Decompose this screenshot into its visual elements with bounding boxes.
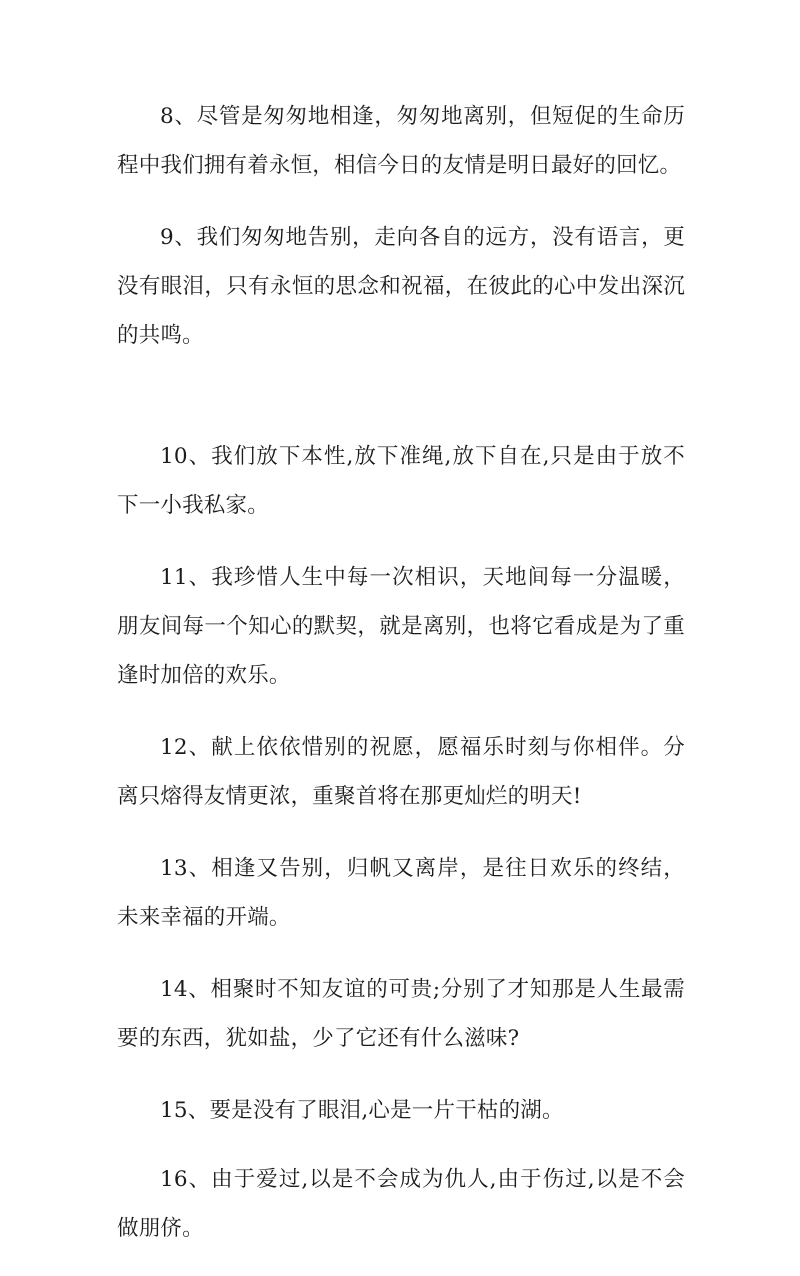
paragraph-item-15: 15、要是没有了眼泪,心是一片干枯的湖。: [160, 1098, 564, 1123]
paragraph-item-14: 14、相聚时不知友谊的可贵;分别了才知那是人生最需要的东西，犹如盐，少了它还有什么滋味?: [117, 977, 685, 1051]
paragraph-item-10: 10、我们放下本性,放下准绳,放下自在,只是由于放不下一小我私家。: [117, 444, 685, 518]
paragraph-item-8: 8、尽管是匆匆地相逢，匆匆地离别，但短促的生命历程中我们拥有着永恒，相信今日的友情是明日最好的回忆。: [117, 104, 685, 178]
paragraph-item-13: 13、相逢又告别，归帆又离岸，是往日欢乐的终结，未来幸福的开端。: [117, 856, 685, 930]
document-body: [117, 92, 685, 1276]
paragraph-item-12: 12、献上依依惜别的祝愿，愿福乐时刻与你相伴。分离只熔得友情更浓，重聚首将在那更灿烂的明天!: [117, 735, 685, 809]
paragraph-item-9: 9、我们匆匆地告别，走向各自的远方，没有语言，更没有眼泪，只有永恒的思念和祝福，在彼此的心中发出深沉的共鸣。: [117, 225, 685, 348]
paragraph-item-16: 16、由于爱过,以是不会成为仇人,由于伤过,以是不会做朋侪。: [117, 1167, 685, 1241]
paragraph-item-11: 11、我珍惜人生中每一次相识，天地间每一分温暖，朋友间每一个知心的默契，就是离别，也将它看成是为了重逢时加倍的欢乐。: [117, 565, 685, 688]
